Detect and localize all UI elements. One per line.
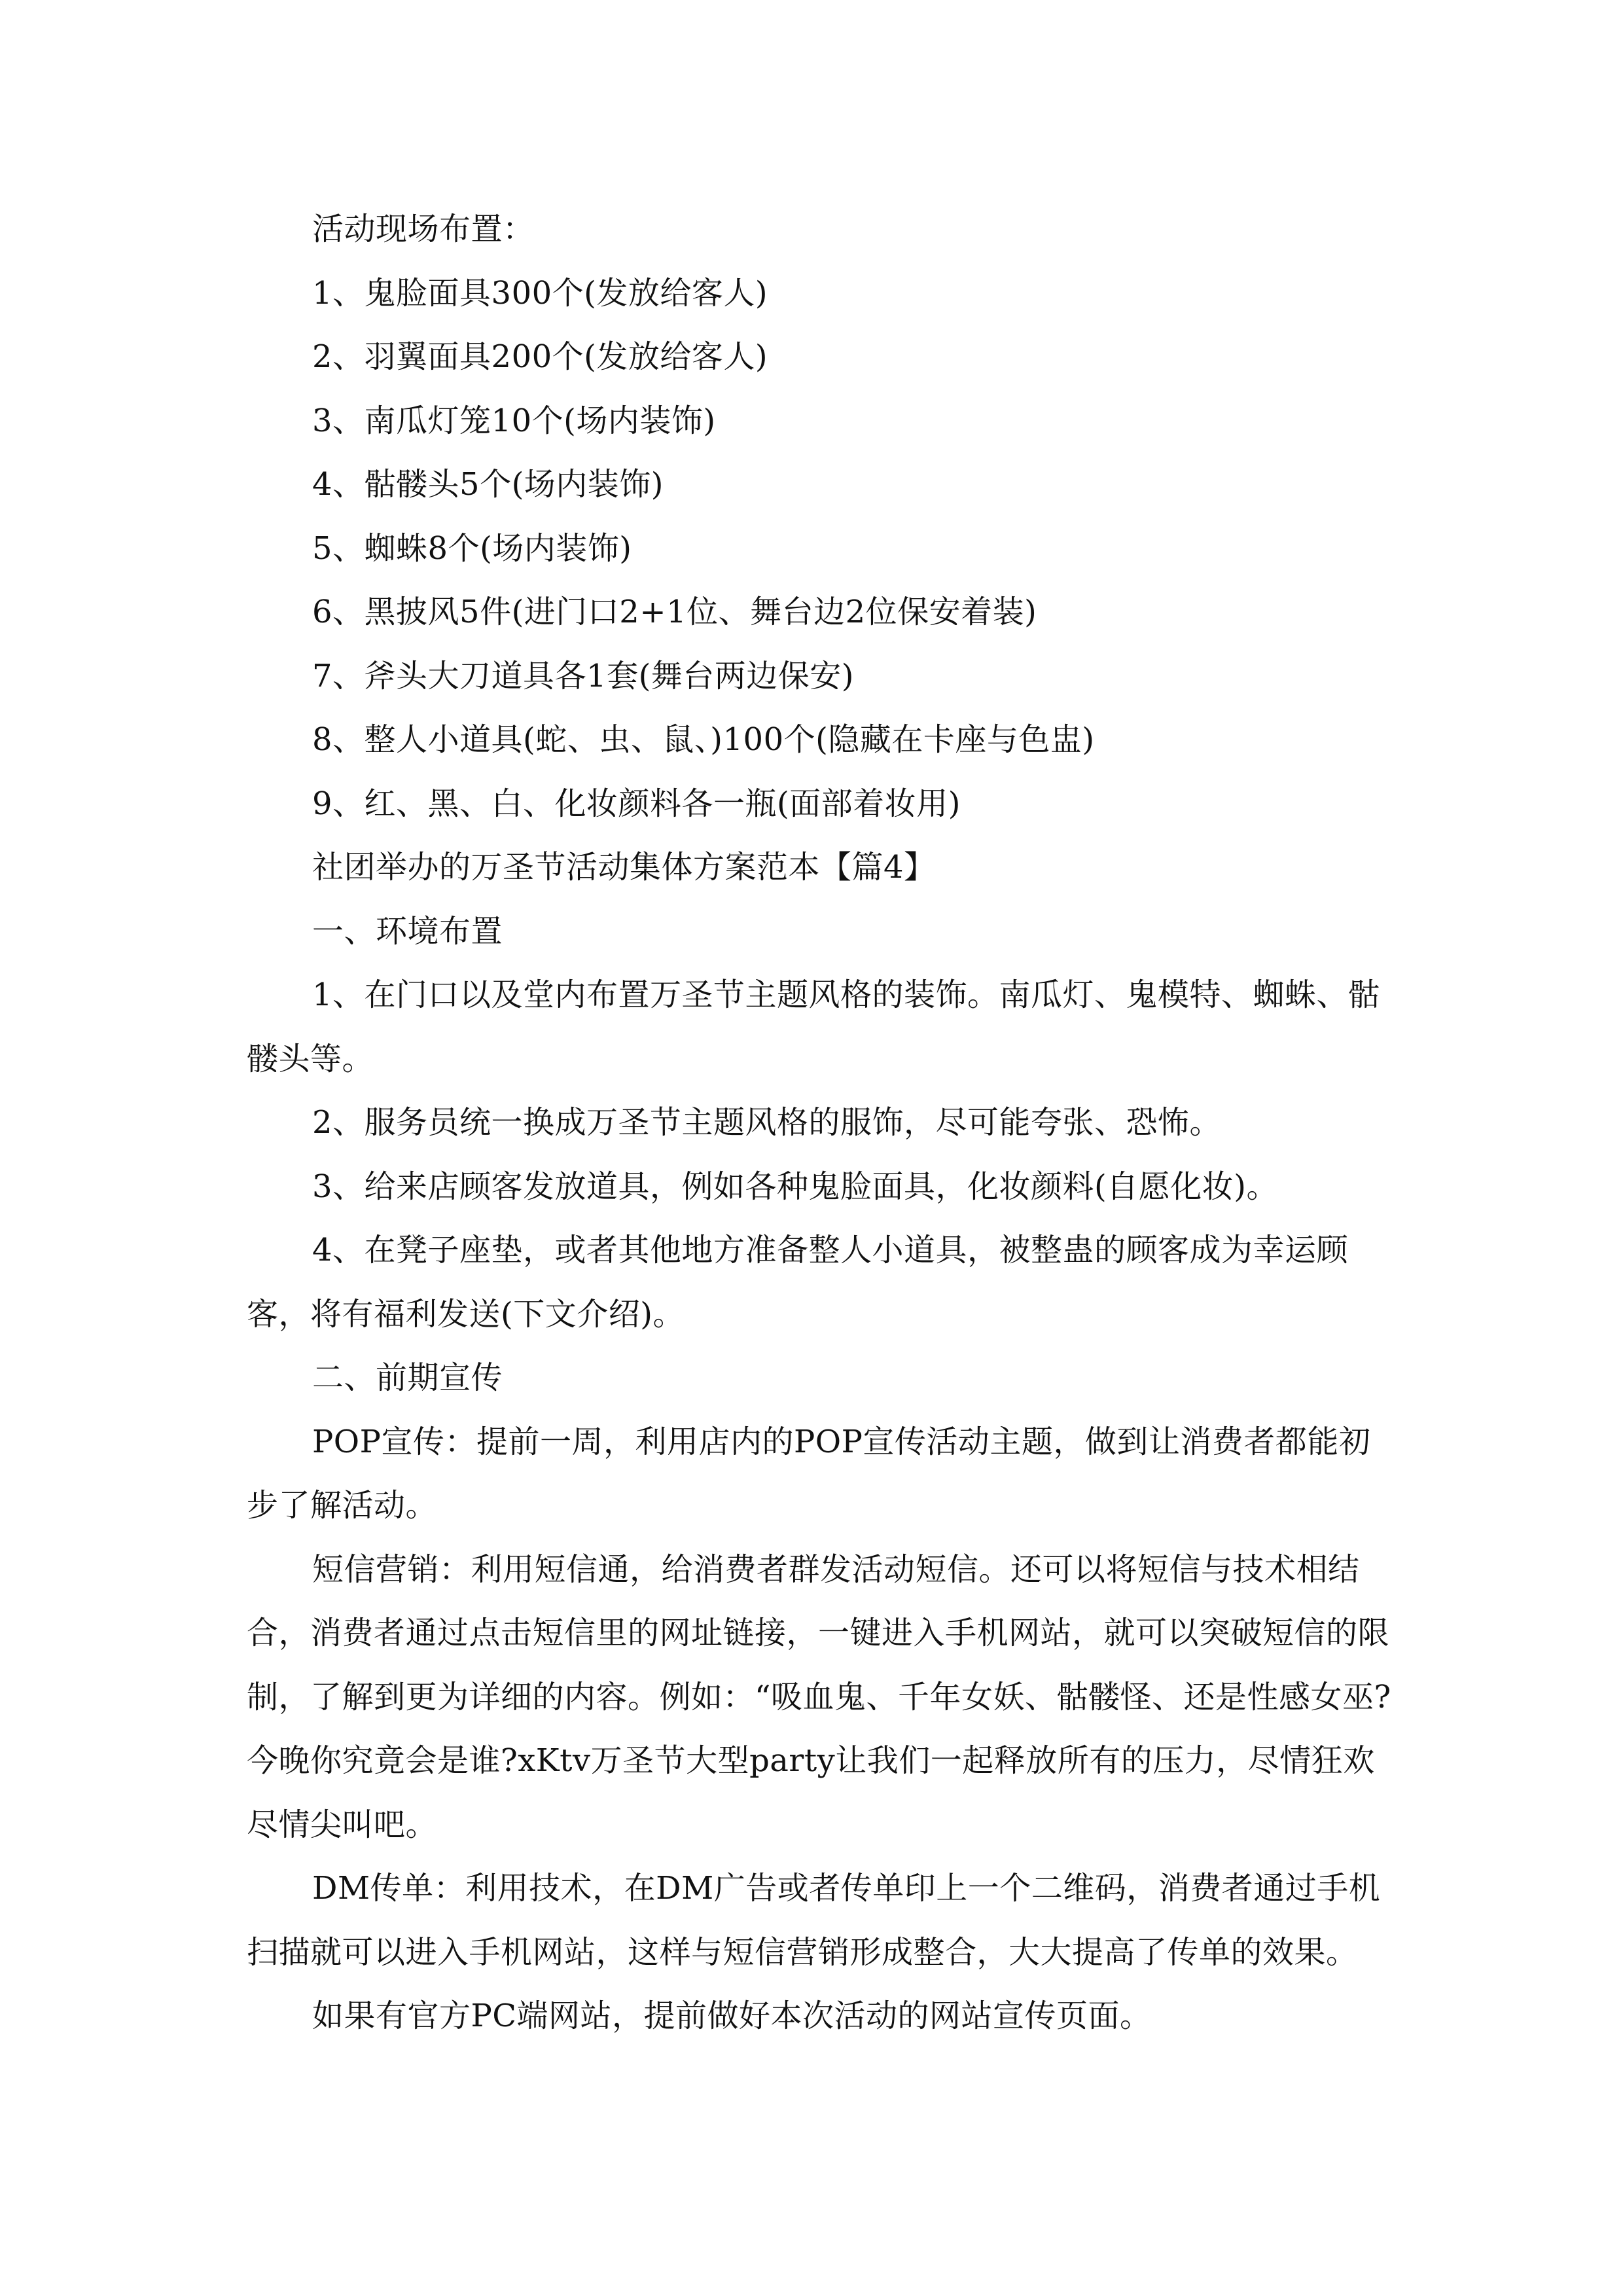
section-heading-venue-setup: 活动现场布置： [312, 211, 535, 247]
section-heading-environment: 一、环境布置 [312, 912, 503, 950]
paragraph: 3、给来店顾客发放道具，例如各种鬼脸面具，化妆颜料(自愿化妆)。 [312, 1168, 1278, 1205]
list-item: 4、骷髅头5个(场内装饰) [312, 466, 664, 503]
list-item: 9、红、黑、白、化妆颜料各一瓶(面部着妆用) [312, 785, 961, 822]
section-heading-promotion: 二、前期宣传 [312, 1359, 503, 1396]
list-item: 7、斧头大刀道具各1套(舞台两边保安) [312, 657, 855, 694]
paragraph: 如果有官方PC端网站，提前做好本次活动的网站宣传页面。 [312, 1998, 1152, 2034]
list-item: 1、鬼脸面具300个(发放给客人) [312, 274, 768, 312]
list-item: 8、整人小道具(蛇、虫、鼠、)100个(隐藏在卡座与色盅) [312, 721, 1095, 758]
paragraph: 2、服务员统一换成万圣节主题风格的服饰，尽可能夸张、恐怖。 [312, 1104, 1222, 1141]
list-item: 3、南瓜灯笼10个(场内装饰) [312, 402, 716, 439]
list-item: 5、蜘蛛8个(场内装饰) [312, 529, 632, 567]
document-body [247, 198, 1399, 2049]
paragraph: 4、在凳子座垫，或者其他地方准备整人小道具，被整蛊的顾客成为幸运顾客，将有福利发送(下文介绍)。 [247, 1232, 1349, 1333]
paragraph: 短信营销：利用短信通，给消费者群发活动短信。还可以将短信与技术相结合，消费者通过点击短信里的网址链接，一键进入手机网站，就可以突破短信的限制，了解到更为详细的内容。例如：“吸血鬼、千年女妖、骷髅怪、还是性感女巫?今晚你究竟会是谁?xKtv万圣节大型party让我们一起释放所有的压力，尽情狂欢尽情尖叫吧。 [247, 1551, 1391, 1843]
paragraph: POP宣传：提前一周，利用店内的POP宣传活动主题，做到让消费者都能初步了解活动。 [247, 1423, 1371, 1524]
list-item: 6、黑披风5件(进门口2+1位、舞台边2位保安着装) [312, 594, 1037, 630]
article-title: 社团举办的万圣节活动集体方案范本【篇4】 [312, 849, 936, 886]
paragraph: 1、在门口以及堂内布置万圣节主题风格的装饰。南瓜灯、鬼模特、蜘蛛、骷髅头等。 [247, 977, 1380, 1077]
paragraph: DM传单：利用技术，在DM广告或者传单印上一个二维码，消费者通过手机扫描就可以进入手机网站，这样与短信营销形成整合，大大提高了传单的效果。 [247, 1870, 1381, 1971]
list-item: 2、羽翼面具200个(发放给客人) [312, 338, 768, 375]
